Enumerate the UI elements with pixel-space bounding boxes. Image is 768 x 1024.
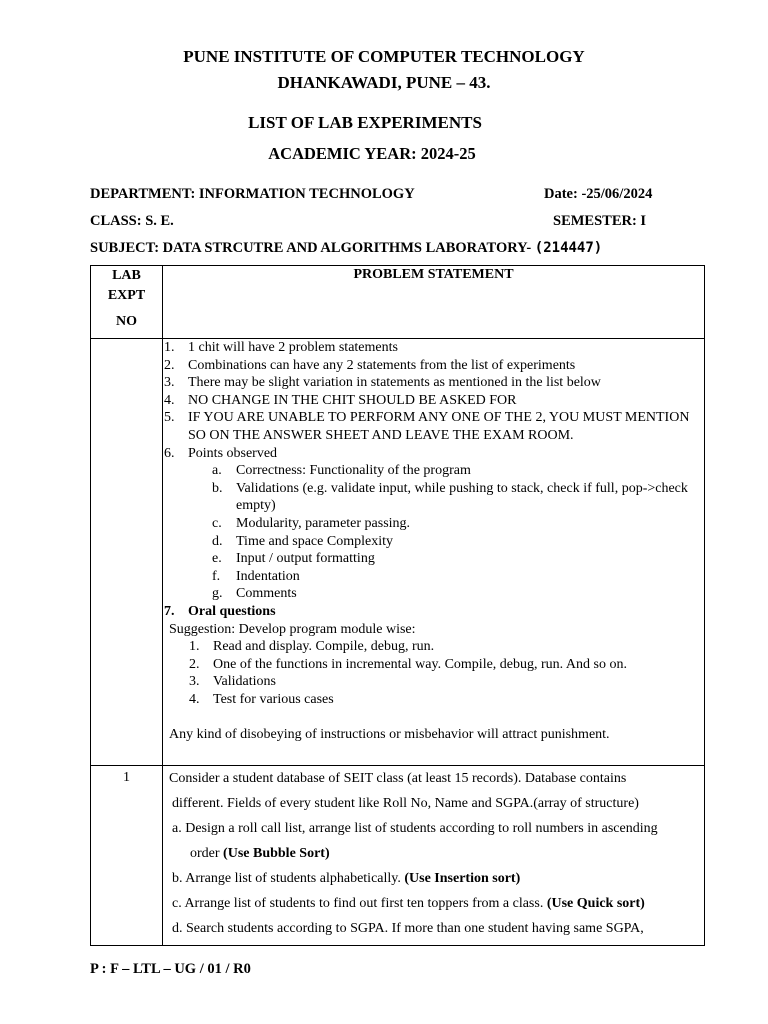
points-observed-item-number: a. — [212, 463, 222, 479]
instruction-item-number: 5. — [164, 410, 175, 426]
points-observed-item-number: b. — [212, 480, 223, 496]
lab-expt-no-header — [91, 266, 163, 339]
instruction-item-text: Points observed — [188, 445, 278, 461]
points-observed-item-text: Validations (e.g. validate input, while pushing to stack, check if full, pop->check empty) — [236, 480, 688, 514]
experiment-statement — [163, 766, 705, 946]
instruction-item — [163, 357, 704, 375]
instruction-item — [163, 445, 704, 463]
instruction-item — [163, 392, 704, 410]
instruction-item-number: 6. — [164, 445, 175, 461]
exp-part-c — [163, 891, 704, 916]
instruction-item-text: Combinations can have any 2 statements from the list of experiments — [188, 357, 576, 373]
suggestion-steps-list — [163, 638, 704, 708]
exp-part-a-cont-text: order — [190, 846, 224, 861]
instructions-number-cell — [91, 339, 163, 766]
points-observed-list — [163, 462, 704, 603]
suggestion-step-item-text: Validations — [213, 674, 276, 690]
points-observed-item-text: Indentation — [236, 568, 300, 584]
instruction-item — [163, 409, 704, 444]
suggestion-step-item-number: 4. — [189, 691, 200, 707]
semester-label: SEMESTER: I — [553, 213, 647, 229]
suggestion-step-item-number: 3. — [189, 674, 200, 690]
instruction-item-number: 4. — [164, 392, 175, 408]
points-observed-item-number: c. — [212, 515, 222, 531]
exp-part-c-text: c. Arrange list of students to find out first ten toppers from a class. — [172, 896, 547, 911]
experiment-number: 1 — [91, 766, 163, 946]
suggestion-step-item — [188, 691, 704, 709]
instruction-item-text: IF YOU ARE UNABLE TO PERFORM ANY ONE OF THE 2, YOU MUST MENTION SO ON THE ANSWER SHEET AND LEAVE THE EXAM ROOM. — [188, 410, 690, 443]
points-observed-item — [211, 533, 704, 551]
instructions-list — [163, 339, 704, 462]
institute-name: PUNE INSTITUTE OF COMPUTER TECHNOLOGY — [183, 47, 585, 66]
suggestion-step-item — [188, 638, 704, 656]
instruction-item-text: NO CHANGE IN THE CHIT SHOULD BE ASKED FOR — [188, 392, 517, 408]
instruction-item-text: There may be slight variation in statements as mentioned in the list below — [188, 375, 601, 391]
subject-label — [90, 240, 602, 257]
points-observed-item — [211, 480, 704, 515]
problem-statement-header: PROBLEM STATEMENT — [163, 266, 705, 339]
department-label: DEPARTMENT: INFORMATION TECHNOLOGY — [90, 186, 415, 202]
oral-questions-heading — [163, 603, 704, 621]
points-observed-item — [211, 550, 704, 568]
points-observed-item-text: Correctness: Functionality of the program — [236, 463, 471, 479]
exp-part-a-method: (Use Bubble Sort) — [223, 846, 330, 861]
instruction-item-number: 2. — [164, 357, 175, 373]
suggestion-step-item-text: Read and display. Compile, debug, run. — [213, 639, 435, 655]
exp-part-b-text: b. Arrange list of students alphabetically. — [172, 871, 405, 886]
date-label: Date: -25/06/2024 — [544, 186, 653, 202]
points-observed-item — [211, 462, 704, 480]
experiments-table — [90, 265, 705, 946]
academic-year: ACADEMIC YEAR: 2024-25 — [268, 144, 476, 163]
points-observed-item — [211, 515, 704, 533]
exp-part-b — [163, 866, 704, 891]
exp-part-a-cont — [163, 841, 704, 866]
exp-line-2: different. Fields of every student like Roll No, Name and SGPA.(array of structure) — [172, 796, 639, 811]
points-observed-item-number: g. — [212, 586, 223, 602]
suggestion-text: Suggestion: Develop program module wise: — [169, 621, 416, 637]
points-observed-item-number: f. — [212, 568, 221, 584]
suggestion-step-item-number: 1. — [189, 639, 200, 655]
instruction-item-number: 1. — [164, 340, 175, 355]
points-observed-item-text: Comments — [236, 586, 297, 602]
header-no: NO — [116, 314, 137, 329]
exp-part-b-method: (Use Insertion sort) — [404, 871, 521, 886]
points-observed-item-text: Input / output formatting — [236, 551, 375, 567]
list-title: LIST OF LAB EXPERIMENTS — [248, 113, 482, 132]
suggestion-step-item-number: 2. — [189, 656, 200, 672]
instruction-item-number: 3. — [164, 375, 175, 391]
class-label: CLASS: S. E. — [90, 213, 174, 229]
subject-name: SUBJECT: DATA STRCUTRE AND ALGORITHMS LABORATORY- — [90, 240, 535, 256]
instructions-cell — [163, 339, 705, 766]
points-observed-item-number: d. — [212, 533, 223, 549]
institute-address: DHANKAWADI, PUNE – 43. — [277, 73, 491, 92]
exp-part-d: d. Search students according to SGPA. If more than one student having same SGPA, — [172, 921, 644, 936]
points-observed-item-text: Modularity, parameter passing. — [236, 515, 411, 531]
points-observed-item-number: e. — [212, 551, 222, 567]
exp-line-1: Consider a student database of SEIT class (at least 15 records). Database contains — [169, 771, 627, 786]
points-observed-item — [211, 585, 704, 603]
oral-number: 7. — [164, 603, 175, 619]
exp-part-a: a. Design a roll call list, arrange list of students according to roll numbers in ascending — [172, 821, 658, 836]
oral-text: Oral questions — [188, 603, 276, 619]
instruction-item-text: 1 chit will have 2 problem statements — [188, 340, 398, 355]
suggestion-step-item-text: Test for various cases — [213, 691, 334, 707]
points-observed-item-text: Time and space Complexity — [236, 533, 393, 549]
instructions-row — [91, 339, 705, 766]
suggestion-step-item — [188, 673, 704, 691]
subject-code: (214447) — [534, 240, 603, 256]
suggestion-step-item-text: One of the functions in incremental way. Compile, debug, run. And so on. — [213, 656, 627, 672]
suggestion-step-item — [188, 656, 704, 674]
warning-text: Any kind of disobeying of instructions or misbehavior will attract punishment. — [169, 727, 610, 743]
header-lab: LAB — [112, 268, 141, 283]
table-header-row — [91, 266, 705, 339]
header-expt: EXPT — [107, 288, 146, 303]
instruction-item — [163, 339, 704, 357]
instruction-item — [163, 374, 704, 392]
experiment-row — [91, 766, 705, 946]
footer-form-code: P : F – LTL – UG / 01 / R0 — [90, 961, 251, 977]
points-observed-item — [211, 568, 704, 586]
exp-part-c-method: (Use Quick sort) — [546, 896, 645, 911]
